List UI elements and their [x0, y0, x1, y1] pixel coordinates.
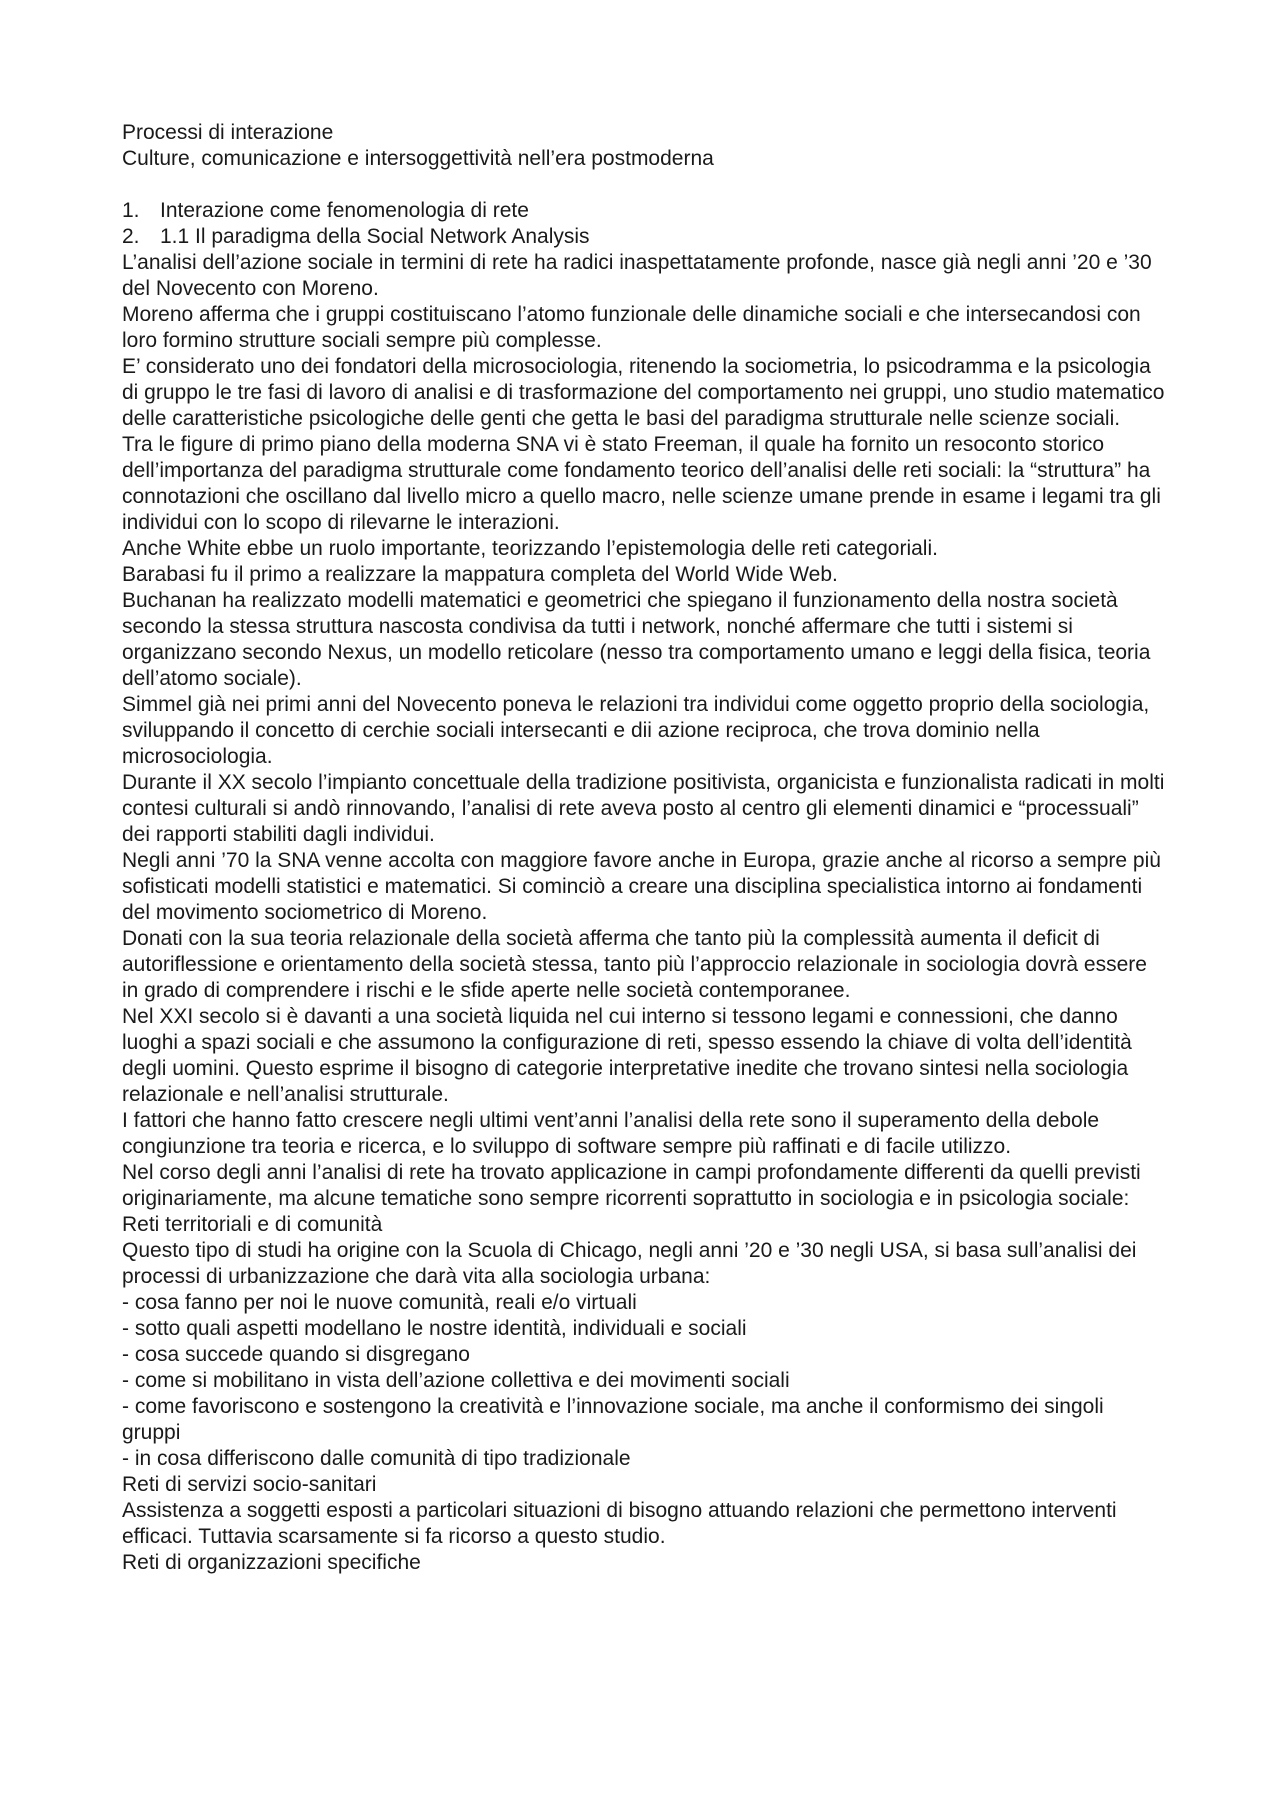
section-heading: Reti territoriali e di comunità [122, 1213, 383, 1236]
paragraph: Anche White ebbe un ruolo importante, teorizzando l’epistemologia delle reti categoriali. [122, 537, 938, 560]
paragraph: Simmel già nei primi anni del Novecento poneva le relazioni tra individui come oggetto proprio della sociologia, sviluppando il concetto di cerchie sociali intersecanti e dii azione reciproca, che trova dominio nella microsociologia. [122, 693, 1150, 768]
section-heading: Reti di servizi socio-sanitari [122, 1473, 377, 1496]
outline-item [122, 198, 1167, 224]
blank-line [122, 172, 1167, 198]
list-item: - cosa fanno per noi le nuove comunità, reali e/o virtuali [122, 1291, 637, 1314]
paragraph: Nel corso degli anni l’analisi di rete ha trovato applicazione in campi profondamente differenti da quelli previsti originariamente, ma alcune tematiche sono sempre ricorrenti soprattutto in sociologia e in psicologia sociale: [122, 1161, 1141, 1210]
document-subtitle: Culture, comunicazione e intersoggettività nell’era postmoderna [122, 147, 714, 170]
paragraph: Moreno afferma che i gruppi costituiscano l’atomo funzionale delle dinamiche sociali e che intersecandosi con loro formino strutture sociali sempre più complesse. [122, 303, 1141, 352]
outline-number: 1. [122, 199, 140, 222]
outline-text: 1.1 Il paradigma della Social Network Analysis [160, 225, 590, 248]
paragraph: Donati con la sua teoria relazionale della società afferma che tanto più la complessità aumenta il deficit di autoriflessione e orientamento della società stessa, tanto più l’approccio relazionale in sociologia dovrà essere in grado di comprendere i rischi e le sfide aperte nelle società contemporanee. [122, 927, 1147, 1002]
list-item: - sotto quali aspetti modellano le nostre identità, individuali e sociali [122, 1317, 747, 1340]
outline-item [122, 224, 1167, 250]
paragraph: Negli anni ’70 la SNA venne accolta con maggiore favore anche in Europa, grazie anche al ricorso a sempre più sofisticati modelli statistici e matematici. Si cominciò a creare una disciplina specialistica intorno ai fondamenti del movimento sociometrico di Moreno. [122, 849, 1161, 924]
document-page [122, 120, 1167, 1576]
section-heading: Reti di organizzazioni specifiche [122, 1551, 421, 1574]
document-title: Processi di interazione [122, 121, 334, 144]
list-item: - come si mobilitano in vista dell’azione collettiva e dei movimenti sociali [122, 1369, 790, 1392]
paragraph: Durante il XX secolo l’impianto concettuale della tradizione positivista, organicista e funzionalista radicati in molti contesi culturali si andò rinnovando, l’analisi di rete aveva posto al centro gli elementi dinamici e “processuali” dei rapporti stabiliti dagli individui. [122, 771, 1165, 846]
paragraph: Barabasi fu il primo a realizzare la mappatura completa del World Wide Web. [122, 563, 838, 586]
outline-text: Interazione come fenomenologia di rete [160, 199, 529, 222]
paragraph: Questo tipo di studi ha origine con la Scuola di Chicago, negli anni ’20 e ’30 negli USA, si basa sull’analisi dei processi di urbanizzazione che darà vita alla sociologia urbana: [122, 1239, 1137, 1288]
paragraph: Buchanan ha realizzato modelli matematici e geometrici che spiegano il funzionamento della nostra società secondo la stessa struttura nascosta condivisa da tutti i network, nonché affermare che tutti i sistemi si organizzano secondo Nexus, un modello reticolare (nesso tra comportamento umano e leggi della fisica, teoria dell’atomo sociale). [122, 589, 1151, 690]
paragraph: L’analisi dell’azione sociale in termini di rete ha radici inaspettatamente profonde, nasce già negli anni ’20 e ’30 del Novecento con Moreno. [122, 251, 1152, 300]
list-item: - in cosa differiscono dalle comunità di tipo tradizionale [122, 1447, 631, 1470]
list-item: - come favoriscono e sostengono la creatività e l’innovazione sociale, ma anche il conformismo dei singoli gruppi [122, 1395, 1104, 1444]
paragraph: I fattori che hanno fatto crescere negli ultimi vent’anni l’analisi della rete sono il superamento della debole congiunzione tra teoria e ricerca, e lo sviluppo di software sempre più raffinati e di facile utilizzo. [122, 1109, 1100, 1158]
paragraph: Nel XXI secolo si è davanti a una società liquida nel cui interno si tessono legami e connessioni, che danno luoghi a spazi sociali e che assumono la configurazione di reti, spesso essendo la chiave di volta dell’identità degli uomini. Questo esprime il bisogno di categorie interpretative inedite che trovano sintesi nella sociologia relazionale e nell’analisi strutturale. [122, 1005, 1132, 1106]
paragraph: Assistenza a soggetti esposti a particolari situazioni di bisogno attuando relazioni che permettono interventi efficaci. Tuttavia scarsamente si fa ricorso a questo studio. [122, 1499, 1117, 1548]
paragraph: Tra le figure di primo piano della moderna SNA vi è stato Freeman, il quale ha fornito un resoconto storico dell’importanza del paradigma strutturale come fondamento teorico dell’analisi delle reti sociali: la “struttura” ha connotazioni che oscillano dal livello micro a quello macro, nelle scienze umane prende in esame i legami tra gli individui con lo scopo di rilevarne le interazioni. [122, 433, 1161, 534]
list-item: - cosa succede quando si disgregano [122, 1343, 470, 1366]
outline-number: 2. [122, 225, 140, 248]
paragraph: E’ considerato uno dei fondatori della microsociologia, ritenendo la sociometria, lo psicodramma e la psicologia di gruppo le tre fasi di lavoro di analisi e di trasformazione del comportamento nei gruppi, uno studio matematico delle caratteristiche psicologiche delle genti che getta le basi del paradigma strutturale nelle scienze sociali. [122, 355, 1165, 430]
